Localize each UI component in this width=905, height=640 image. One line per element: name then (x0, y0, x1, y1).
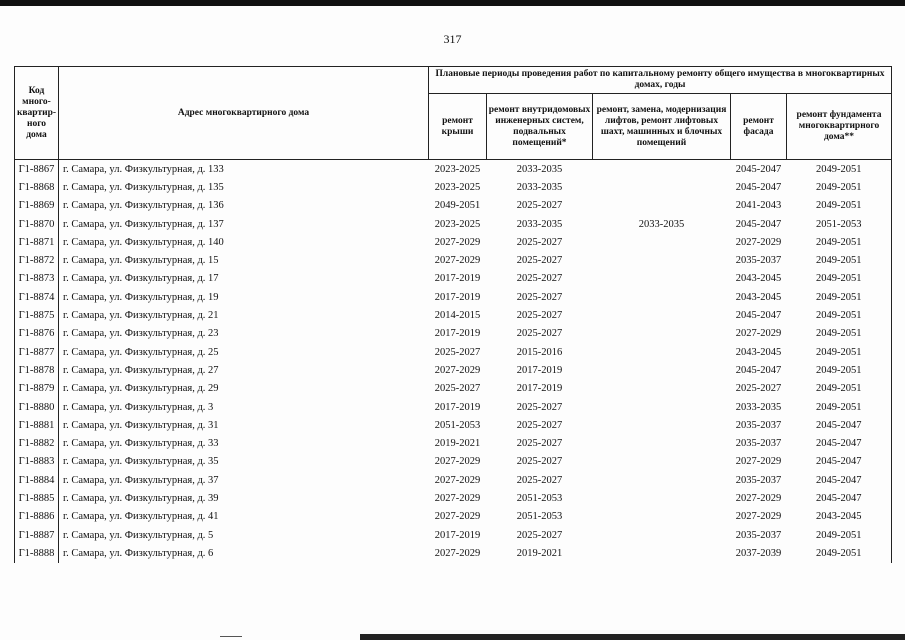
cell-elevators (593, 160, 731, 179)
cell-foundation: 2049-2051 (787, 270, 892, 288)
table-row (15, 178, 892, 196)
header-engineering-systems: ремонт внутридомовых инженерных систем, подвальных помещений* (487, 94, 593, 160)
page-number: 317 (443, 32, 462, 46)
cell-elevators (593, 380, 731, 398)
cell-elevators (593, 325, 731, 343)
cell-elevators (593, 453, 731, 471)
cell-foundation: 2049-2051 (787, 343, 892, 361)
cell-foundation: 2043-2045 (787, 508, 892, 526)
cell-address: г. Самара, ул. Физкультурная, д. 23 (59, 325, 429, 343)
cell-address: г. Самара, ул. Физкультурная, д. 29 (59, 380, 429, 398)
cell-address: г. Самара, ул. Физкультурная, д. 15 (59, 251, 429, 269)
cell-foundation: 2049-2051 (787, 398, 892, 416)
cell-elevators (593, 398, 731, 416)
cell-facade: 2027-2029 (735, 511, 782, 523)
cell-elevators (593, 361, 731, 379)
table-body (15, 160, 892, 563)
cell-elevators (593, 508, 731, 526)
cell-systems: 2051-2053 (516, 511, 563, 523)
cell-address: г. Самара, ул. Физкультурная, д. 21 (59, 306, 429, 324)
cell-facade: 2045-2047 (735, 364, 782, 376)
cell-systems: 2015-2016 (516, 346, 563, 358)
cell-roof: 2025-2027 (434, 346, 481, 358)
cell-systems: 2033-2035 (516, 181, 563, 193)
table-row (15, 306, 892, 324)
table-row (15, 361, 892, 379)
table-row (15, 471, 892, 489)
cell-facade: 2035-2037 (735, 474, 782, 486)
cell-facade: 2027-2029 (735, 456, 782, 468)
table-row (15, 489, 892, 507)
cell-systems: 2025-2027 (516, 529, 563, 541)
header-roof: ремонт крыши (429, 94, 487, 160)
cell-systems: 2025-2027 (516, 236, 563, 248)
table-row (15, 398, 892, 416)
cell-systems: 2017-2019 (516, 383, 563, 395)
cell-roof: 2017-2019 (434, 273, 481, 285)
cell-facade: 2043-2045 (735, 273, 782, 285)
cell-code: Г1-8875 (15, 306, 59, 324)
cell-foundation: 2045-2047 (787, 453, 892, 471)
cell-code: Г1-8880 (15, 398, 59, 416)
cell-address: г. Самара, ул. Физкультурная, д. 39 (59, 489, 429, 507)
cell-code: Г1-8883 (15, 453, 59, 471)
cell-foundation: 2049-2051 (787, 361, 892, 379)
cell-systems: 2019-2021 (516, 547, 563, 559)
cell-facade: 2027-2029 (735, 236, 782, 248)
cell-address: г. Самара, ул. Физкультурная, д. 35 (59, 453, 429, 471)
table-row (15, 270, 892, 288)
cell-roof: 2025-2027 (434, 383, 481, 395)
cell-roof: 2019-2021 (434, 438, 481, 450)
cell-systems: 2025-2027 (516, 419, 563, 431)
cell-foundation: 2045-2047 (787, 416, 892, 434)
table-row (15, 215, 892, 233)
cell-facade: 2027-2029 (735, 492, 782, 504)
cell-address: г. Самара, ул. Физкультурная, д. 135 (59, 178, 429, 196)
cell-facade: 2027-2029 (735, 328, 782, 340)
cell-foundation: 2049-2051 (787, 197, 892, 215)
cell-systems: 2033-2035 (516, 163, 563, 175)
table-row (15, 544, 892, 562)
table-row (15, 380, 892, 398)
cell-systems: 2025-2027 (516, 328, 563, 340)
cell-systems: 2025-2027 (516, 291, 563, 303)
cell-facade: 2041-2043 (735, 200, 782, 212)
cell-elevators (593, 343, 731, 361)
top-border-rule (0, 0, 905, 6)
cell-elevators (593, 270, 731, 288)
cell-foundation: 2049-2051 (787, 544, 892, 562)
cell-systems: 2025-2027 (516, 401, 563, 413)
cell-systems: 2017-2019 (516, 364, 563, 376)
table-row (15, 343, 892, 361)
table-row (15, 197, 892, 215)
cell-code: Г1-8881 (15, 416, 59, 434)
cell-facade: 2035-2037 (735, 419, 782, 431)
cell-facade: 2045-2047 (735, 310, 782, 322)
cell-systems: 2025-2027 (516, 456, 563, 468)
table-row (15, 325, 892, 343)
header-foundation: ремонт фундамента многоквартирного дома** (787, 94, 892, 160)
cell-address: г. Самара, ул. Физкультурная, д. 5 (59, 526, 429, 544)
cell-elevators (593, 178, 731, 196)
cell-address: г. Самара, ул. Физкультурная, д. 136 (59, 197, 429, 215)
cell-systems: 2033-2035 (516, 218, 563, 230)
cell-code: Г1-8888 (15, 544, 59, 562)
table-row (15, 160, 892, 179)
table-row (15, 508, 892, 526)
table-row (15, 526, 892, 544)
cell-code: Г1-8869 (15, 197, 59, 215)
cell-address: г. Самара, ул. Физкультурная, д. 31 (59, 416, 429, 434)
cell-code: Г1-8867 (15, 160, 59, 179)
cell-address: г. Самара, ул. Физкультурная, д. 25 (59, 343, 429, 361)
cell-roof: 2051-2053 (434, 419, 481, 431)
table-row (15, 233, 892, 251)
cell-code: Г1-8879 (15, 380, 59, 398)
header-address: Адрес многоквартирного дома (59, 67, 429, 160)
table-row (15, 288, 892, 306)
cell-systems: 2025-2027 (516, 255, 563, 267)
table-row (15, 416, 892, 434)
cell-elevators (593, 306, 731, 324)
cell-roof: 2027-2029 (434, 511, 481, 523)
cell-foundation: 2049-2051 (787, 380, 892, 398)
cell-roof: 2027-2029 (434, 547, 481, 559)
cell-roof: 2027-2029 (434, 255, 481, 267)
cell-foundation: 2049-2051 (787, 178, 892, 196)
cell-code: Г1-8884 (15, 471, 59, 489)
cell-foundation: 2049-2051 (787, 160, 892, 179)
cell-address: г. Самара, ул. Физкультурная, д. 6 (59, 544, 429, 562)
cell-code: Г1-8872 (15, 251, 59, 269)
cell-facade: 2045-2047 (735, 181, 782, 193)
cell-elevators (593, 544, 731, 562)
cell-address: г. Самара, ул. Физкультурная, д. 17 (59, 270, 429, 288)
cell-facade: 2035-2037 (735, 438, 782, 450)
cell-foundation: 2045-2047 (787, 471, 892, 489)
cell-code: Г1-8885 (15, 489, 59, 507)
cell-facade: 2043-2045 (735, 346, 782, 358)
table-row (15, 434, 892, 452)
cell-address: г. Самара, ул. Физкультурная, д. 27 (59, 361, 429, 379)
cell-code: Г1-8873 (15, 270, 59, 288)
cell-systems: 2025-2027 (516, 273, 563, 285)
cell-roof: 2014-2015 (434, 310, 481, 322)
cell-foundation: 2049-2051 (787, 251, 892, 269)
cell-facade: 2025-2027 (735, 383, 782, 395)
cell-roof: 2027-2029 (434, 364, 481, 376)
cell-address: г. Самара, ул. Физкультурная, д. 140 (59, 233, 429, 251)
cell-elevators (593, 251, 731, 269)
cell-foundation: 2049-2051 (787, 288, 892, 306)
bottom-mark (220, 636, 242, 637)
cell-systems: 2025-2027 (516, 474, 563, 486)
cell-foundation: 2045-2047 (787, 489, 892, 507)
cell-code: Г1-8870 (15, 215, 59, 233)
cell-address: г. Самара, ул. Физкультурная, д. 33 (59, 434, 429, 452)
cell-roof: 2017-2019 (434, 529, 481, 541)
cell-code: Г1-8887 (15, 526, 59, 544)
cell-foundation: 2049-2051 (787, 526, 892, 544)
header-elevators: ремонт, замена, модернизация лифтов, ремонт лифтовых шахт, машинных и блочных помещений (593, 94, 731, 160)
table-row (15, 251, 892, 269)
table-row (15, 453, 892, 471)
cell-foundation: 2051-2053 (787, 215, 892, 233)
cell-systems: 2025-2027 (516, 438, 563, 450)
cell-elevators (593, 434, 731, 452)
cell-code: Г1-8878 (15, 361, 59, 379)
cell-elevators (593, 197, 731, 215)
cell-code: Г1-8871 (15, 233, 59, 251)
header-code: Код много-квартир-ного дома (15, 67, 59, 160)
capital-repair-schedule-table (14, 66, 892, 563)
cell-foundation: 2049-2051 (787, 325, 892, 343)
cell-roof: 2027-2029 (434, 474, 481, 486)
bottom-edge-rule (360, 634, 905, 640)
cell-code: Г1-8877 (15, 343, 59, 361)
cell-facade: 2045-2047 (735, 163, 782, 175)
cell-code: Г1-8868 (15, 178, 59, 196)
cell-elevators (593, 489, 731, 507)
cell-facade: 2035-2037 (735, 529, 782, 541)
cell-roof: 2023-2025 (434, 163, 481, 175)
cell-roof: 2017-2019 (434, 328, 481, 340)
cell-elevators (593, 526, 731, 544)
cell-facade: 2037-2039 (735, 547, 782, 559)
cell-code: Г1-8886 (15, 508, 59, 526)
cell-address: г. Самара, ул. Физкультурная, д. 3 (59, 398, 429, 416)
cell-address: г. Самара, ул. Физкультурная, д. 137 (59, 215, 429, 233)
cell-facade: 2033-2035 (735, 401, 782, 413)
cell-roof: 2049-2051 (434, 200, 481, 212)
cell-roof: 2027-2029 (434, 492, 481, 504)
cell-facade: 2045-2047 (735, 218, 782, 230)
cell-address: г. Самара, ул. Физкультурная, д. 133 (59, 160, 429, 179)
cell-roof: 2023-2025 (434, 181, 481, 193)
cell-address: г. Самара, ул. Физкультурная, д. 37 (59, 471, 429, 489)
header-facade: ремонт фасада (731, 94, 787, 160)
cell-address: г. Самара, ул. Физкультурная, д. 19 (59, 288, 429, 306)
cell-facade: 2035-2037 (735, 255, 782, 267)
header-planned-periods: Плановые периоды проведения работ по капитальному ремонту общего имущества в многоквартирных домах, годы (429, 67, 892, 94)
cell-roof: 2017-2019 (434, 291, 481, 303)
cell-elevators (593, 471, 731, 489)
cell-roof: 2027-2029 (434, 456, 481, 468)
cell-elevators: 2033-2035 (638, 218, 685, 230)
cell-systems: 2025-2027 (516, 310, 563, 322)
cell-code: Г1-8874 (15, 288, 59, 306)
cell-elevators (593, 233, 731, 251)
cell-code: Г1-8876 (15, 325, 59, 343)
cell-address: г. Самара, ул. Физкультурная, д. 41 (59, 508, 429, 526)
cell-roof: 2023-2025 (434, 218, 481, 230)
table-header (15, 67, 892, 160)
cell-foundation: 2049-2051 (787, 306, 892, 324)
cell-elevators (593, 288, 731, 306)
cell-systems: 2025-2027 (516, 200, 563, 212)
cell-foundation: 2049-2051 (787, 233, 892, 251)
cell-code: Г1-8882 (15, 434, 59, 452)
cell-facade: 2043-2045 (735, 291, 782, 303)
cell-roof: 2017-2019 (434, 401, 481, 413)
cell-systems: 2051-2053 (516, 492, 563, 504)
cell-roof: 2027-2029 (434, 236, 481, 248)
cell-foundation: 2045-2047 (787, 434, 892, 452)
cell-elevators (593, 416, 731, 434)
